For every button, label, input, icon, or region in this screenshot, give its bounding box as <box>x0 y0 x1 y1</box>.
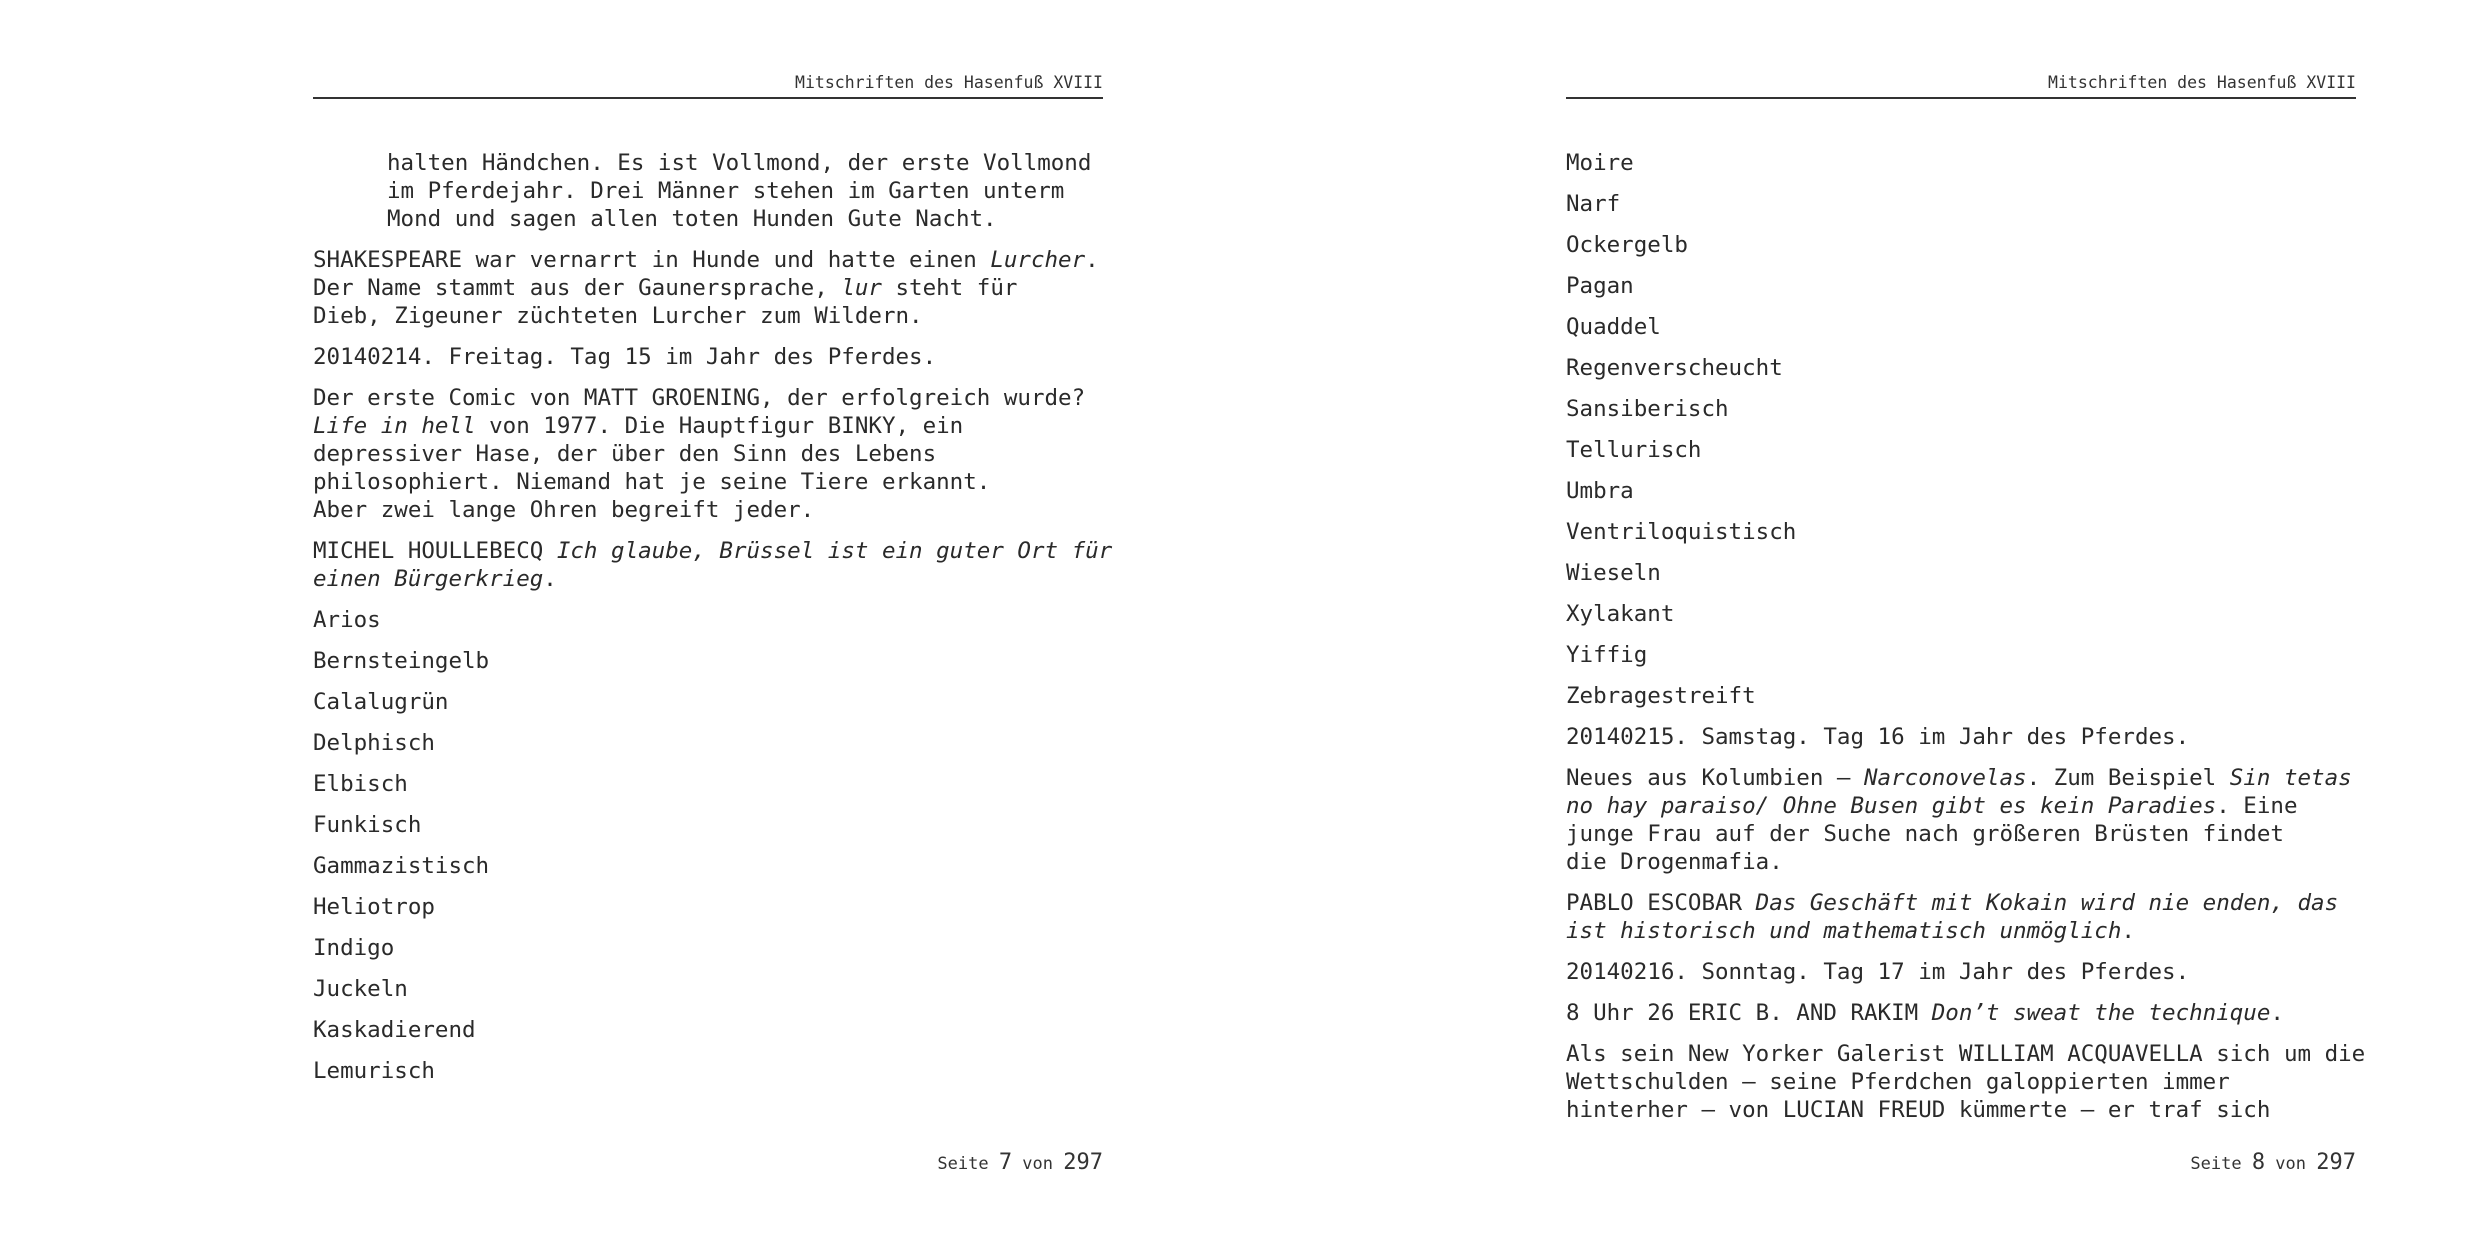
page-body <box>1566 149 2366 1137</box>
text-line: die Drogenmafia. <box>1566 849 1783 875</box>
word-list-item: Arios <box>313 607 381 633</box>
word-list-item: Bernsteingelb <box>313 648 490 674</box>
date-entry: 20140215. Samstag. Tag 16 im Jahr des Pferdes. <box>1566 724 2190 750</box>
word-list-item: Funkisch <box>313 812 422 838</box>
page-total: 297 <box>2316 1150 2356 1175</box>
text-line: Mond und sagen allen toten Hunden Gute Nacht. <box>387 206 997 232</box>
right-page <box>1566 0 2366 1240</box>
word-list-item: Yiffig <box>1566 642 1648 668</box>
page-number: 8 <box>2251 1150 2266 1175</box>
word-list-item: Pagan <box>1566 273 1634 299</box>
word-list-item: Lemurisch <box>313 1058 435 1084</box>
text-line: no hay paraiso/ Ohne Busen gibt es kein Paradies. Eine <box>1566 793 2298 819</box>
shakespeare-entry <box>313 246 1103 330</box>
word-list-item: Calalugrün <box>313 689 449 715</box>
rakim-entry: 8 Uhr 26 ERIC B. AND RAKIM Don’t sweat the technique. <box>1566 1000 2284 1026</box>
word-list-item: Quaddel <box>1566 314 1661 340</box>
word-list-item: Wieseln <box>1566 560 1661 586</box>
text-line: hinterher – von LUCIAN FREUD kümmerte – er traf sich <box>1566 1097 2271 1123</box>
text-line: Wettschulden – seine Pferdchen galoppierten immer <box>1566 1069 2230 1095</box>
text-line: Dieb, Zigeuner züchteten Lurcher zum Wildern. <box>313 303 923 329</box>
page-body <box>313 149 1113 1098</box>
text-line: Aber zwei lange Ohren begreift jeder. <box>313 497 815 523</box>
text-line: Neues aus Kolumbien – Narconovelas. Zum Beispiel Sin tetas <box>1566 765 2352 791</box>
groening-entry <box>313 384 1103 524</box>
word-list-item: Kaskadierend <box>313 1017 476 1043</box>
word-list-item: Regenverscheucht <box>1566 355 1783 381</box>
text-line: philosophiert. Niemand hat je seine Tiere erkannt. <box>313 469 991 495</box>
header-rule <box>313 97 1103 99</box>
page-footer: Seite 7 von 297 <box>937 1150 1103 1175</box>
running-header: Mitschriften des Hasenfuß XVIII <box>2048 73 2356 92</box>
date-entry: 20140216. Sonntag. Tag 17 im Jahr des Pferdes. <box>1566 959 2190 985</box>
date-entry: 20140214. Freitag. Tag 15 im Jahr des Pferdes. <box>313 344 937 370</box>
escobar-quote <box>1566 889 2356 945</box>
word-list-item: Gammazistisch <box>313 853 490 879</box>
page-footer: Seite 8 von 297 <box>2190 1150 2356 1175</box>
text-line: junge Frau auf der Suche nach größeren Brüsten findet <box>1566 821 2284 847</box>
word-list-item: Delphisch <box>313 730 435 756</box>
word-list-item: Umbra <box>1566 478 1634 504</box>
header-rule <box>1566 97 2356 99</box>
text-line: Der Name stammt aus der Gaunersprache, lur steht für <box>313 275 1018 301</box>
word-list-item: Indigo <box>313 935 395 961</box>
text-line: depressiver Hase, der über den Sinn des Lebens <box>313 441 937 467</box>
text-line: Der erste Comic von MATT GROENING, der erfolgreich wurde? <box>313 385 1086 411</box>
text-line: im Pferdejahr. Drei Männer stehen im Garten unterm <box>387 178 1065 204</box>
text-line: MICHEL HOULLEBECQ Ich glaube, Brüssel ist ein guter Ort für <box>313 538 1113 564</box>
left-page <box>313 0 1113 1240</box>
word-list-item: Heliotrop <box>313 894 435 920</box>
word-list-item: Ventriloquistisch <box>1566 519 1797 545</box>
text-line: halten Händchen. Es ist Vollmond, der erste Vollmond <box>387 150 1092 176</box>
word-list-item: Narf <box>1566 191 1621 217</box>
text-line: Life in hell von 1977. Die Hauptfigur BINKY, ein <box>313 413 964 439</box>
page-total: 297 <box>1063 1150 1103 1175</box>
text-line: ist historisch und mathematisch unmöglich. <box>1566 918 2135 944</box>
page-number: 7 <box>998 1150 1013 1175</box>
word-list-item: Tellurisch <box>1566 437 1702 463</box>
freud-entry <box>1566 1040 2366 1124</box>
word-list-item: Elbisch <box>313 771 408 797</box>
text-line: PABLO ESCOBAR Das Geschäft mit Kokain wird nie enden, das <box>1566 890 2339 916</box>
word-list-item: Juckeln <box>313 976 408 1002</box>
text-line: Als sein New Yorker Galerist WILLIAM ACQUAVELLA sich um die <box>1566 1041 2366 1067</box>
word-list-item: Xylakant <box>1566 601 1675 627</box>
houellebecq-quote <box>313 537 1113 593</box>
word-list-item: Moire <box>1566 150 1634 176</box>
running-header: Mitschriften des Hasenfuß XVIII <box>795 73 1103 92</box>
kolumbien-entry <box>1566 764 2356 876</box>
word-list-item: Sansiberisch <box>1566 396 1729 422</box>
word-list-item: Ockergelb <box>1566 232 1688 258</box>
word-list-item: Zebragestreift <box>1566 683 1756 709</box>
continued-paragraph <box>313 149 1103 233</box>
text-line: SHAKESPEARE war vernarrt in Hunde und hatte einen Lurcher. <box>313 247 1099 273</box>
text-line: einen Bürgerkrieg. <box>313 566 557 592</box>
